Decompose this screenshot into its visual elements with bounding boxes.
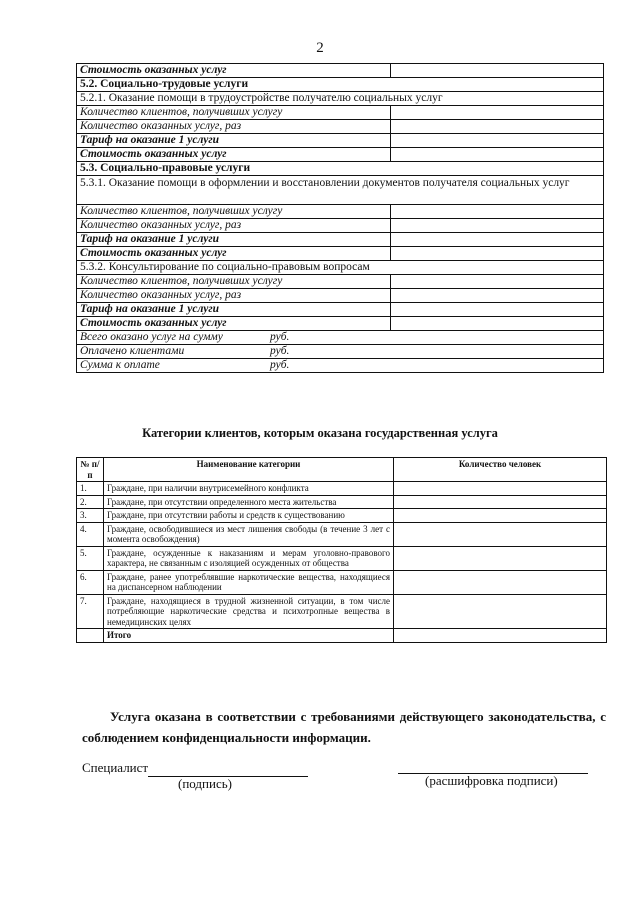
report-row: [77, 120, 604, 134]
specialist-label: Специалист: [82, 760, 149, 775]
report-row: [77, 233, 604, 247]
summary-row: [77, 345, 604, 359]
report-row-label: Стоимость оказанных услуг: [77, 247, 391, 261]
summary-label: Оплачено клиентами: [80, 345, 185, 357]
report-row-label: Тариф на оказание 1 услуги: [77, 134, 391, 148]
signature-caption: (подпись): [178, 776, 232, 791]
report-row-label: Тариф на оказание 1 услуги: [77, 303, 391, 317]
report-row-value[interactable]: [391, 106, 604, 120]
report-row: [77, 219, 604, 233]
category-name: Граждане, осужденные к наказаниям и мерам уголовно-правового характера, не связанным с изоляцией осужденных от общества: [104, 546, 394, 570]
total-row: [77, 629, 607, 643]
category-num: 5.: [77, 546, 104, 570]
category-row: [77, 570, 607, 594]
report-row-label: Количество клиентов, получивших услугу: [77, 205, 391, 219]
report-row-value[interactable]: [391, 303, 604, 317]
category-row: [77, 546, 607, 570]
services-report-table: [76, 63, 604, 373]
report-row: [77, 303, 604, 317]
report-row: [77, 148, 604, 162]
specialist-signature: [82, 760, 308, 777]
category-count[interactable]: [394, 495, 607, 509]
report-row-label: Количество клиентов, получивших услугу: [77, 275, 391, 289]
report-row-value[interactable]: [391, 64, 604, 78]
page-number: 2: [316, 40, 324, 56]
header-num: № п/п: [77, 458, 104, 482]
report-row-label: Тариф на оказание 1 услуги: [77, 233, 391, 247]
report-row-label: Стоимость оказанных услуг: [77, 148, 391, 162]
report-row-value[interactable]: [391, 275, 604, 289]
header-name: Наименование категории: [104, 458, 394, 482]
category-count[interactable]: [394, 546, 607, 570]
total-num: [77, 629, 104, 643]
report-row: [77, 134, 604, 148]
report-row-label: 5.2.1. Оказание помощи в трудоустройстве получателю социальных услуг: [77, 92, 604, 106]
report-row-label: Количество клиентов, получивших услугу: [77, 106, 391, 120]
report-row: [77, 317, 604, 331]
report-row-label: Стоимость оказанных услуг: [77, 64, 391, 78]
report-row-value[interactable]: [391, 289, 604, 303]
category-count[interactable]: [394, 594, 607, 629]
category-row: [77, 482, 607, 496]
category-name: Граждане, освободившиеся из мест лишения свободы (в течение 3 лет с момента освобождения): [104, 522, 394, 546]
categories-header-row: [77, 458, 607, 482]
closing-statement: Услуга оказана в соответствии с требованиями действующего законодательства, с соблюдением конфиденциальности информации.: [82, 709, 606, 745]
report-row-value[interactable]: [391, 120, 604, 134]
report-row-value[interactable]: [391, 233, 604, 247]
category-name: Граждане, при отсутствии определенного места жительства: [104, 495, 394, 509]
category-num: 4.: [77, 522, 104, 546]
summary-cell[interactable]: [77, 331, 604, 345]
report-row-value[interactable]: [391, 134, 604, 148]
summary-unit: руб.: [270, 345, 290, 357]
summary-row: [77, 359, 604, 373]
category-count[interactable]: [394, 570, 607, 594]
category-row: [77, 594, 607, 629]
category-row: [77, 495, 607, 509]
report-row-label: 5.3.1. Оказание помощи в оформлении и восстановлении документов получателя социальных услуг: [77, 176, 604, 205]
report-row: [77, 162, 604, 176]
report-row: [77, 261, 604, 275]
category-count[interactable]: [394, 509, 607, 523]
category-num: 1.: [77, 482, 104, 496]
category-num: 6.: [77, 570, 104, 594]
report-row-label: 5.3.2. Консультирование по социально-правовым вопросам: [77, 261, 604, 275]
report-row-value[interactable]: [391, 148, 604, 162]
summary-cell[interactable]: [77, 345, 604, 359]
report-row-value[interactable]: [391, 317, 604, 331]
report-row-value[interactable]: [391, 205, 604, 219]
report-row: [77, 64, 604, 78]
report-row: [77, 78, 604, 92]
decode-caption: (расшифровка подписи): [425, 773, 558, 788]
report-row-label: 5.2. Социально-трудовые услуги: [77, 78, 604, 92]
category-count[interactable]: [394, 522, 607, 546]
summary-label: Сумма к оплате: [80, 359, 160, 371]
categories-table: [76, 457, 607, 643]
report-row-label: Количество оказанных услуг, раз: [77, 219, 391, 233]
category-count[interactable]: [394, 482, 607, 496]
category-name: Граждане, ранее употреблявшие наркотические вещества, находящиеся на диспансерном наблюдении: [104, 570, 394, 594]
summary-row: [77, 331, 604, 345]
category-name: Граждане, при отсутствии работы и средств к существованию: [104, 509, 394, 523]
category-row: [77, 522, 607, 546]
summary-cell[interactable]: [77, 359, 604, 373]
report-row: [77, 92, 604, 106]
report-row: [77, 106, 604, 120]
category-row: [77, 509, 607, 523]
category-num: 7.: [77, 594, 104, 629]
report-row-value[interactable]: [391, 247, 604, 261]
report-row: [77, 176, 604, 205]
report-row: [77, 289, 604, 303]
summary-unit: руб.: [270, 359, 290, 371]
report-row-label: Стоимость оказанных услуг: [77, 317, 391, 331]
report-row-value[interactable]: [391, 219, 604, 233]
total-count[interactable]: [394, 629, 607, 643]
header-count: Количество человек: [394, 458, 607, 482]
report-row-label: Количество оказанных услуг, раз: [77, 120, 391, 134]
category-num: 2.: [77, 495, 104, 509]
signature-line[interactable]: [148, 760, 308, 777]
category-num: 3.: [77, 509, 104, 523]
categories-title: Категории клиентов, которым оказана государственная услуга: [142, 426, 498, 440]
report-row: [77, 205, 604, 219]
report-row-label: 5.3. Социально-правовые услуги: [77, 162, 604, 176]
report-row-label: Количество оказанных услуг, раз: [77, 289, 391, 303]
report-row: [77, 275, 604, 289]
category-name: Граждане, при наличии внутрисемейного конфликта: [104, 482, 394, 496]
category-name: Граждане, находящиеся в трудной жизненной ситуации, в том числе потребляющие наркотические средства и психотропные вещества в немедицинских целях: [104, 594, 394, 629]
report-row: [77, 247, 604, 261]
summary-unit: руб.: [270, 331, 290, 343]
summary-label: Всего оказано услуг на сумму: [80, 331, 223, 343]
total-label: Итого: [104, 629, 394, 643]
